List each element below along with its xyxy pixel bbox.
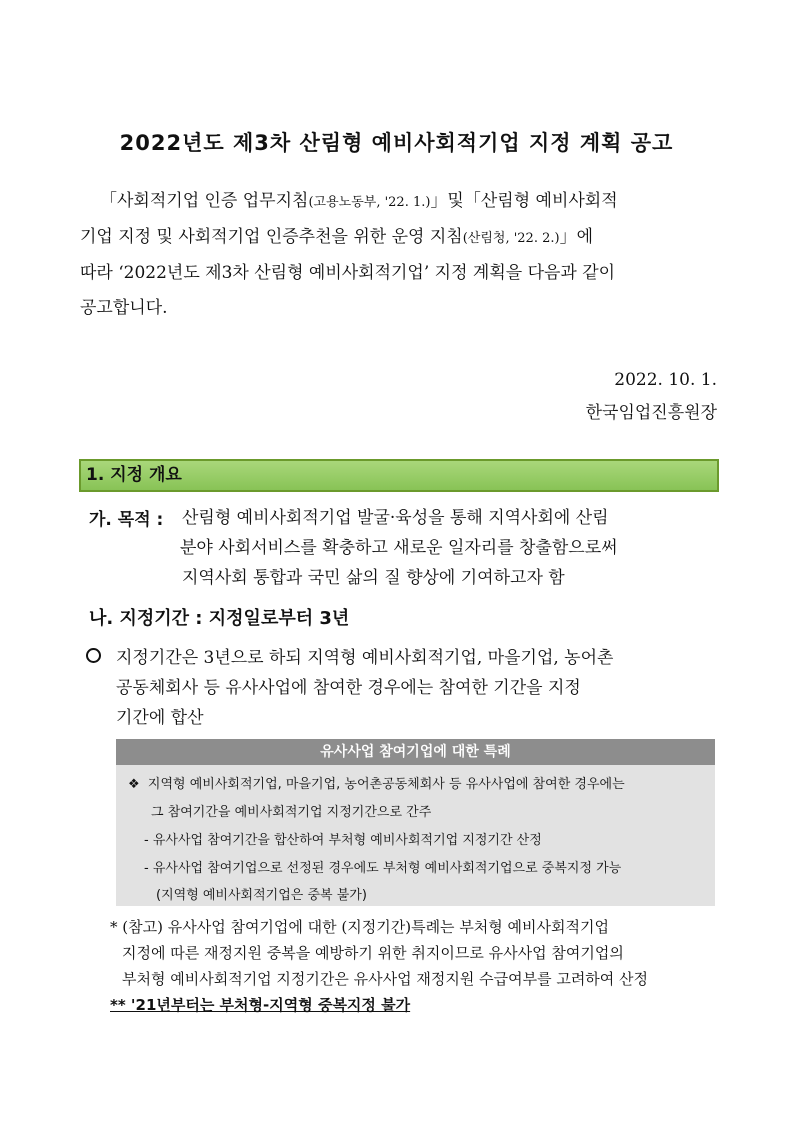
intro-text: 」에: [559, 227, 594, 247]
period-line: 지정기간은 3년으로 하되 지역형 예비사회적기업, 마을기업, 농어촌: [116, 648, 614, 668]
special-case-box: [116, 765, 715, 906]
period-line: 기간에 합산: [116, 708, 204, 728]
purpose-line: 산림형 예비사회적기업 발굴·육성을 통해 지역사회에 산림: [182, 508, 609, 528]
section-heading-text: 1. 지정 개요: [86, 465, 182, 485]
purpose-line: 지역사회 통합과 국민 삶의 질 향상에 기여하고자 함: [182, 568, 565, 588]
box-line: (지역형 예비사회적기업은 중복 불가): [156, 888, 367, 903]
intro-text: 공고합니다.: [80, 298, 168, 318]
diamond-bullet-icon: ❖: [128, 777, 140, 792]
note-line: 지정에 따른 재정지원 중복을 예방하기 위한 취지이므로 유사사업 참여기업의: [122, 944, 624, 962]
intro-text: 「사회적기업 인증 업무지침: [100, 191, 309, 211]
box-line: - 유사사업 참여기업으로 선정된 경우에도 부처형 예비사회적기업으로 중복지정 가능: [144, 861, 622, 876]
circle-bullet-icon: [86, 648, 101, 667]
issuing-organization: 한국임업진흥원장: [585, 403, 717, 423]
section-heading-overview: [79, 459, 719, 492]
page-title: 2022년도 제3차 산림형 예비사회적기업 지정 계획 공고: [119, 131, 674, 155]
box-line: - 유사사업 참여기간을 합산하여 부처형 예비사회적기업 지정기간 산정: [144, 833, 542, 848]
intro-text: 기업 지정 및 사회적기업 인증추천을 위한 운영 지침: [80, 227, 463, 247]
period-text: [116, 643, 717, 733]
note-line: 부처형 예비사회적기업 지정기간은 유사사업 재정지원 수급여부를 고려하여 산정: [122, 970, 649, 988]
purpose-line: 분야 사회서비스를 확충하고 새로운 일자리를 창출함으로써: [180, 538, 618, 558]
purpose-label: 가. 목적 :: [89, 510, 164, 530]
intro-text: 」및「산림형 예비사회적: [430, 191, 618, 211]
box-line: 지역형 예비사회적기업, 마을기업, 농어촌공동체회사 등 유사사업에 참여한 경우에는: [147, 777, 625, 792]
intro-text: 따라 ‘2022년도 제3차 산림형 예비사회적기업’ 지정 계획을 다음과 같이: [80, 263, 616, 283]
announcement-date: 2022. 10. 1.: [614, 370, 717, 390]
purpose-text: [182, 503, 715, 593]
period-heading: 나. 지정기간 : 지정일로부터 3년: [89, 608, 350, 629]
special-case-box-header: 유사사업 참여기업에 대한 특례: [116, 739, 715, 765]
note-line: * (참고) 유사사업 참여기업에 대한 (지정기간)특례는 부처형 예비사회적기업: [110, 918, 609, 936]
intro-citation: (산림청, '22. 2.): [462, 231, 560, 246]
box-line: 그 참여기간을 예비사회적기업 지정기간으로 간주: [151, 805, 432, 820]
reference-note: [110, 914, 720, 992]
period-line: 공동체회사 등 유사사업에 참여한 경우에는 참여한 기간을 지정: [116, 678, 581, 698]
final-note: ** '21년부터는 부처형-지역형 중복지정 불가: [110, 996, 411, 1014]
intro-citation: (고용노동부, '22. 1.): [308, 195, 431, 210]
intro-paragraph: [80, 184, 720, 326]
